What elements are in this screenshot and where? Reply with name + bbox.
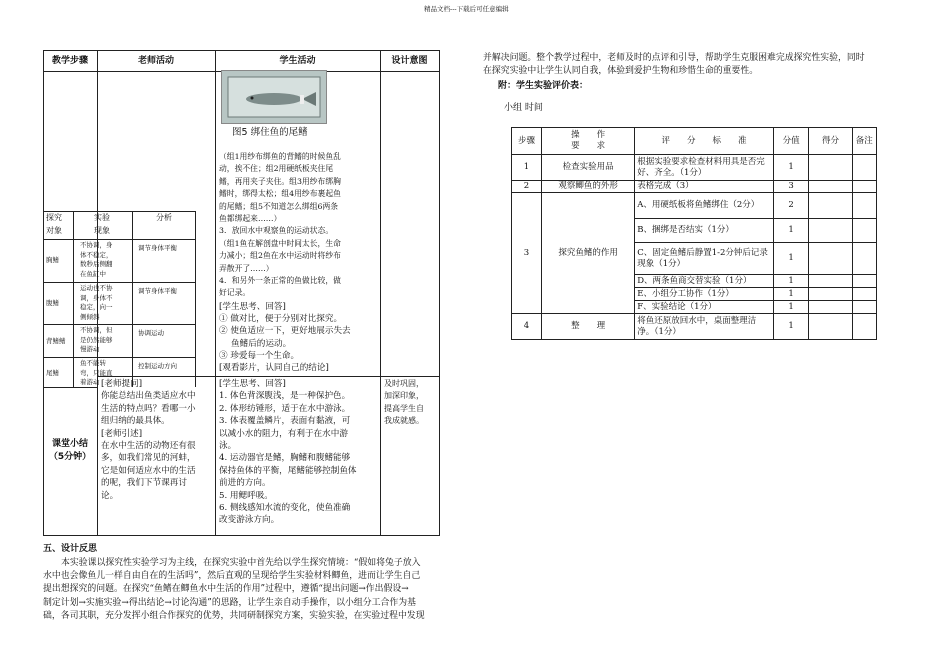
- student-line: 4．和另外一条正常的鱼做比较，做: [219, 276, 341, 286]
- student-line: 3．放回水中观察鱼的运动状态。: [219, 226, 334, 236]
- student-line: 力减小；组2鱼在水中运动时将纱布: [219, 251, 341, 261]
- eval-note: [852, 275, 876, 288]
- appendix-title: 附：学生实验评价表：: [498, 81, 589, 91]
- think-item: ① 做对比，便于分别对比探究。: [219, 314, 343, 325]
- think-item: 鱼鳍后的运动。: [231, 338, 292, 349]
- student-line: 鳍时，绑得太松；组4用纱布裹起鱼: [219, 189, 341, 199]
- eval-step: 3: [512, 193, 542, 314]
- inner-row-ana: 调节身体平衡: [138, 287, 177, 295]
- student-line: 的尾鳍；组5不知道怎么绑组6两条: [219, 201, 339, 211]
- figure-caption: 图5 绑住鱼的尾鳍: [232, 127, 308, 138]
- student-line: 弄散开了……）: [219, 263, 274, 273]
- student-line: （组1用纱布绑鱼的背鳍的时候鱼乱: [219, 152, 341, 161]
- inner-header-2a: 实验: [94, 213, 110, 222]
- eval-criteria: A、用硬纸板将鱼鳍绑住（2分）: [635, 193, 774, 219]
- eval-op: 整 理: [542, 314, 635, 340]
- inner-row-phen: 不协调，身 体不稳定， 数秒后侧翻 在鱼缸中: [80, 241, 113, 278]
- inner-row-phen: 鱼不能转 弯，只能直 着游动: [80, 359, 113, 386]
- eval-criteria: 根据实验要求检查材料用具是否完好、齐全。（1分）: [635, 155, 774, 181]
- eval-header-op: 操 作 要 求: [542, 128, 635, 155]
- inner-row-obj: 背鳍鳍: [46, 337, 66, 345]
- student-think-title: [学生思考、回答]: [219, 379, 286, 389]
- eval-header-got: 得分: [809, 128, 852, 155]
- eval-step: 1: [512, 155, 542, 181]
- student-activity-text: [219, 151, 379, 300]
- eval-note: [852, 181, 876, 193]
- eval-step: 2: [512, 181, 542, 193]
- eval-score: 1: [773, 219, 809, 243]
- eval-op: 观察鲫鱼的外形: [542, 181, 635, 193]
- teacher-question-title: [老师提问]: [101, 379, 143, 389]
- think-item: ③ 珍爱每一个生命。: [219, 350, 300, 361]
- student-line: （组1鱼在解剖盘中时间太长，生命: [219, 238, 341, 248]
- eval-got: [809, 155, 852, 181]
- eval-step: 4: [512, 314, 542, 340]
- eval-got: [809, 301, 852, 314]
- eval-got: [809, 219, 852, 243]
- eval-criteria: C、固定鱼鳍后静置1-2分钟后记录现象（1分）: [635, 243, 774, 275]
- inner-row-ana: 协调运动: [138, 329, 164, 337]
- eval-note: [852, 155, 876, 181]
- teacher-guide-title: [老师引述]: [101, 428, 143, 439]
- summary-time: （5分钟）: [48, 452, 92, 462]
- header-teacher: 老师活动: [137, 56, 174, 66]
- eval-got: [809, 275, 852, 288]
- eval-note: [852, 301, 876, 314]
- eval-op: 探究鱼鳍的作用: [542, 193, 635, 314]
- eval-criteria: D、两条鱼商交替实验（1分）: [635, 275, 774, 288]
- header-note: 精品文档---下载后可任意编辑: [424, 5, 509, 13]
- summary-step: 课堂小结: [51, 439, 88, 449]
- evaluation-table: [511, 127, 877, 340]
- eval-score: 1: [773, 314, 809, 340]
- eval-score: 1: [773, 155, 809, 181]
- eval-criteria: E、小组分工协作（1分）: [635, 288, 774, 301]
- eval-got: [809, 314, 852, 340]
- eval-criteria: 表格完成（3）: [635, 181, 774, 193]
- inner-row-obj: 尾鳍: [46, 369, 59, 377]
- eval-note: [852, 193, 876, 219]
- inner-row-obj: 胸鳍: [46, 256, 59, 264]
- eval-got: [809, 288, 852, 301]
- eval-score: 1: [773, 243, 809, 275]
- student-summary: [学生思考、回答] 1. 体色背深腹浅，是一种保护色。 2. 体形纺锤形，适于在水中游泳。 3. 体表覆盖鳞片，表面有黏液，可 以减小水的阻力，有利于在水中游 泳。 4. 运动器官是鳍，胸鳍和腹鳍能够 保持鱼体的平衡，尾鳍能够控制鱼体 前进的方向。 5. 用鳃呼吸。 6. 侧线感知水流的变化，使鱼准确 改变游泳方向。: [219, 378, 379, 527]
- right-paragraph: 并解决问题。整个教学过程中，老师及时的点评和引导，帮助学生克服困难完成探究性实验，同时 在探究实验中让学生认同自我，体验到爱护生物和珍惜生命的重要性。: [483, 53, 865, 77]
- eval-op: 检查实验用品: [542, 155, 635, 181]
- inner-row-obj: 腹鳍: [46, 299, 59, 307]
- student-line: 动，挨不住；组2用硬纸板夹住尾: [219, 164, 334, 174]
- student-line: 好记录。: [219, 288, 251, 298]
- header-step: 教学步骤: [51, 56, 88, 66]
- eval-header-score: 分值: [773, 128, 809, 155]
- eval-note: [852, 243, 876, 275]
- design-intent: 及时巩固， 加深印象， 提高学生自 我成就感。: [384, 379, 424, 426]
- eval-header-criteria: 评 分 标 准: [635, 128, 774, 155]
- inner-row-ana: 调节身体平衡: [138, 244, 177, 252]
- student-line: 鳍，再用夹子夹住。组3用纱布绑胸: [219, 176, 341, 186]
- eval-got: [809, 181, 852, 193]
- reflection-body: 本实验课以探究性实验学习为主线，在探究实验中首先给以学生探究情境：“假如将兔子放入 水中也会像鱼儿一样自由自在的生活吗”，然后直观的呈现给学生实验材料鲫鱼，进而让学生自己 提出想探究的问题。在探究“鱼鳍在鲫鱼水中生活的作用”过程中，遵循“提出问题→作出假设→ 制定计划→实施实验→得出结论→讨论沟通”的思路，让学生亲自动手操作，以小组分工合作为基 础，各司其职，充分发挥小组合作探究的优势，共同研制探究方案，实验实验，在实验过程中发现: [43, 558, 425, 621]
- eval-score: 2: [773, 193, 809, 219]
- eval-criteria: F、实验结论（1分）: [635, 301, 774, 314]
- eval-score: 1: [773, 275, 809, 288]
- think-block: [219, 301, 379, 374]
- eval-criteria: B、捆绑是否结实（1分）: [635, 219, 774, 243]
- eval-criteria: 将鱼还原放回水中，桌面整理洁净。（1分）: [635, 314, 774, 340]
- inner-header-1a: 探究: [46, 213, 62, 222]
- group-time: 小组 时间: [504, 103, 543, 113]
- eval-score: 1: [773, 288, 809, 301]
- eval-note: [852, 219, 876, 243]
- eval-got: [809, 193, 852, 219]
- reflection-title: 五、设计反思: [43, 544, 98, 554]
- inner-header-1b: 对象: [46, 226, 62, 235]
- inner-header-3: 分析: [156, 213, 172, 222]
- eval-note: [852, 314, 876, 340]
- inner-row-phen: 运动也不协 调，身体不 稳定，向一 侧倾斜: [80, 284, 113, 321]
- header-student: 学生活动: [279, 56, 316, 66]
- inner-header-2b: 现象: [94, 226, 110, 235]
- eval-got: [809, 243, 852, 275]
- video-title: [观看影片，认同自己的结论]: [219, 363, 329, 374]
- student-line: 鱼都绑起来……）: [219, 214, 282, 224]
- eval-header-step: 步骤: [512, 128, 542, 155]
- fish-photo: [221, 70, 327, 124]
- eval-score: 3: [773, 181, 809, 193]
- header-intent: 设计意图: [391, 56, 428, 66]
- eval-note: [852, 288, 876, 301]
- think-item: ② 使鱼适应一下，更好地展示失去: [219, 326, 351, 337]
- eval-header-note: 备注: [852, 128, 876, 155]
- inner-row-phen: 不协调，但 是仍然能够 慢游动: [80, 326, 113, 353]
- think-title: [学生思考、回答]: [219, 302, 286, 312]
- eval-score: 1: [773, 301, 809, 314]
- teacher-summary: [老师提问] 你能总结出鱼类适应水中 生活的特点吗？看哪一小 组归纳的最具体。 [老师引述] 在水中生活的动物还有很 多，如我们常见的河蚌， 它是如何适应水中的生活 的呢，我们下节课再讨 论。: [101, 378, 213, 502]
- inner-row-ana: 控制运动方向: [138, 362, 177, 370]
